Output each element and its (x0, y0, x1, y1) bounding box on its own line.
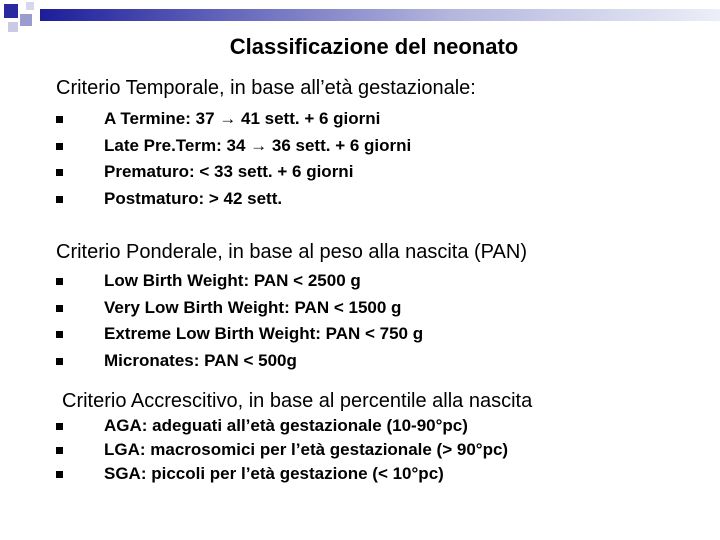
header-gradient-bar (40, 9, 720, 21)
list-item: Micronates: PAN < 500g (56, 348, 423, 375)
square-bullet-icon (56, 143, 63, 150)
section-heading-growth: Criterio Accrescitivo, in base al percentile alla nascita (62, 390, 533, 412)
list-item: Very Low Birth Weight: PAN < 1500 g (56, 295, 423, 322)
list-item: Extreme Low Birth Weight: PAN < 750 g (56, 321, 423, 348)
decorative-square (8, 22, 18, 32)
list-item: Prematuro: < 33 sett. + 6 giorni (56, 159, 411, 186)
square-bullet-icon (56, 196, 63, 203)
decorative-square (20, 14, 32, 26)
decorative-square (26, 2, 34, 10)
list-item: AGA: adeguati all’età gestazionale (10-90°pc) (56, 414, 508, 438)
square-bullet-icon (56, 423, 63, 430)
square-bullet-icon (56, 358, 63, 365)
square-bullet-icon (56, 116, 63, 123)
arrow-right-icon: → (250, 135, 268, 155)
growth-criteria-list (56, 414, 508, 486)
decorative-square (4, 4, 18, 18)
list-item: SGA: piccoli per l’età gestazione (< 10°pc) (56, 462, 508, 486)
slide-title: Classificazione del neonato (229, 34, 519, 59)
square-bullet-icon (56, 305, 63, 312)
list-item: Postmaturo: > 42 sett. (56, 186, 411, 213)
square-bullet-icon (56, 278, 63, 285)
list-item: Late Pre.Term: 34 → 36 sett. + 6 giorni (56, 133, 411, 160)
square-bullet-icon (56, 471, 63, 478)
list-item: LGA: macrosomici per l’età gestazionale (> 90°pc) (56, 438, 508, 462)
section-heading-temporal: Criterio Temporale, in base all’età gestazionale: (56, 77, 476, 99)
temporal-criteria-list (56, 106, 411, 212)
arrow-right-icon: → (219, 109, 237, 128)
section-heading-weight: Criterio Ponderale, in base al peso alla nascita (PAN) (56, 241, 527, 263)
list-item: A Termine: 37 → 41 sett. + 6 giorni (56, 106, 411, 133)
square-bullet-icon (56, 447, 63, 454)
square-bullet-icon (56, 331, 63, 338)
list-item: Low Birth Weight: PAN < 2500 g (56, 268, 423, 295)
square-bullet-icon (56, 169, 63, 176)
weight-criteria-list (56, 268, 423, 374)
